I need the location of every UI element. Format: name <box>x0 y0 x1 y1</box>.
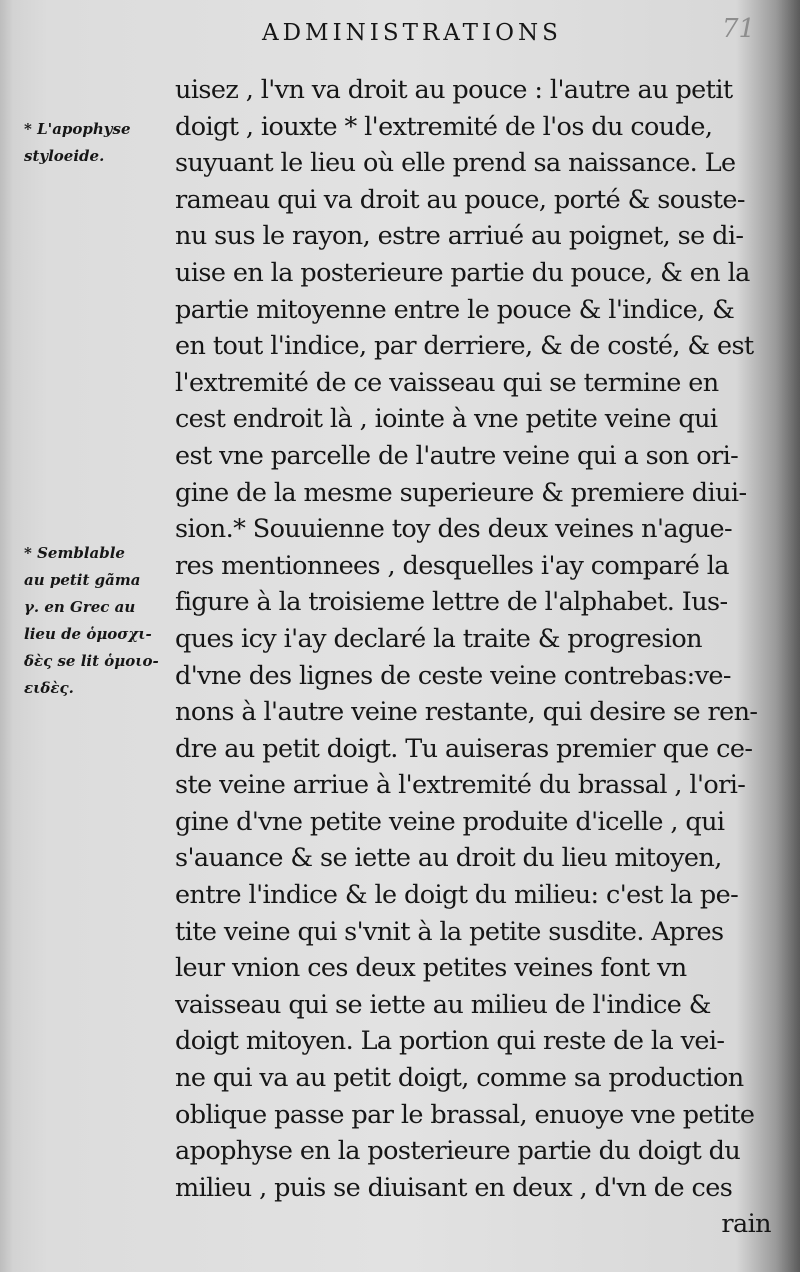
text-line: nu sus le rayon, estre arriué au poignet, se di- <box>175 221 744 252</box>
text-line: gine d'vne petite veine produite d'icelle , qui <box>175 806 725 837</box>
text-line: suyuant le lieu où elle prend sa naissance. Le <box>175 148 736 179</box>
margin-note-apophyse <box>24 116 174 170</box>
text-line: dre au petit doigt. Tu auiseras premier que ce- <box>175 733 753 764</box>
body-text <box>175 72 773 1243</box>
text-line: est vne parcelle de l'autre veine qui a son ori- <box>175 440 739 471</box>
text-line: s'auance & se iette au droit du lieu mitoyen, <box>175 843 722 874</box>
margin-note-line: styloeide. <box>24 147 105 165</box>
text-line: res mentionnees , desquelles i'ay comparé la <box>175 550 729 581</box>
text-line: l'extremité de ce vaisseau qui se termine en <box>175 367 719 398</box>
text-line: uise en la posterieure partie du pouce, & en la <box>175 257 750 288</box>
text-line: uisez , l'vn va droit au pouce : l'autre au petit <box>175 75 733 105</box>
text-line: tite veine qui s'vnit à la petite susdite. Apres <box>175 916 724 947</box>
margin-note-line: γ. en Grec au <box>24 598 136 616</box>
text-line: doigt , iouxte * l'extremité de l'os du coude, <box>175 111 713 142</box>
text-line: partie mitoyenne entre le pouce & l'indice, & <box>175 294 735 325</box>
text-line: doigt mitoyen. La portion qui reste de la vei- <box>175 1026 725 1057</box>
margin-note-line: δὲς se lit ὁμοιο- <box>24 652 159 670</box>
catchword: rain <box>721 1209 771 1240</box>
running-header: ADMINISTRATIONS <box>262 20 562 46</box>
margin-note-line: ειδὲς. <box>24 679 74 697</box>
text-line: milieu , puis se diuisant en deux , d'vn de ces <box>175 1172 733 1203</box>
bleed-through-page-number: 71 <box>722 14 756 44</box>
text-line: apophyse en la posterieure partie du doigt du <box>175 1136 741 1167</box>
text-line: ste veine arriue à l'extremité du brassal , l'ori- <box>175 770 746 801</box>
text-line: vaisseau qui se iette au milieu de l'indice & <box>175 989 711 1020</box>
text-line: entre l'indice & le doigt du milieu: c'est la pe- <box>175 880 739 911</box>
text-line: figure à la troisieme lettre de l'alphabet. Ius- <box>175 587 728 618</box>
text-line: en tout l'indice, par derriere, & de costé, & est <box>175 331 754 362</box>
margin-note-line: lieu de ὁμοσχι- <box>24 625 152 643</box>
text-line: nons à l'autre veine restante, qui desire se ren- <box>175 697 758 728</box>
text-line: gine de la mesme superieure & premiere diui- <box>175 477 747 508</box>
text-line: ques icy i'ay declaré la traite & progresion <box>175 623 702 654</box>
page-gutter <box>0 0 14 1272</box>
margin-note-semblable <box>24 540 174 702</box>
text-line: oblique passe par le brassal, enuoye vne petite <box>175 1099 755 1130</box>
text-line: cest endroit là , iointe à vne petite veine qui <box>175 404 718 435</box>
text-line: leur vnion ces deux petites veines font vn <box>175 953 687 984</box>
text-line: d'vne des lignes de ceste veine contrebas:ve- <box>175 660 731 691</box>
margin-note-line: au petit gãma <box>24 571 141 589</box>
margin-note-line: * L'apophyse <box>24 120 131 138</box>
text-line: sion.* Souuienne toy des deux veines n'ague- <box>175 514 733 545</box>
text-line: ne qui va au petit doigt, comme sa production <box>175 1063 744 1094</box>
margin-note-line: * Semblable <box>24 544 125 562</box>
text-line: rameau qui va droit au pouce, porté & souste- <box>175 184 745 215</box>
